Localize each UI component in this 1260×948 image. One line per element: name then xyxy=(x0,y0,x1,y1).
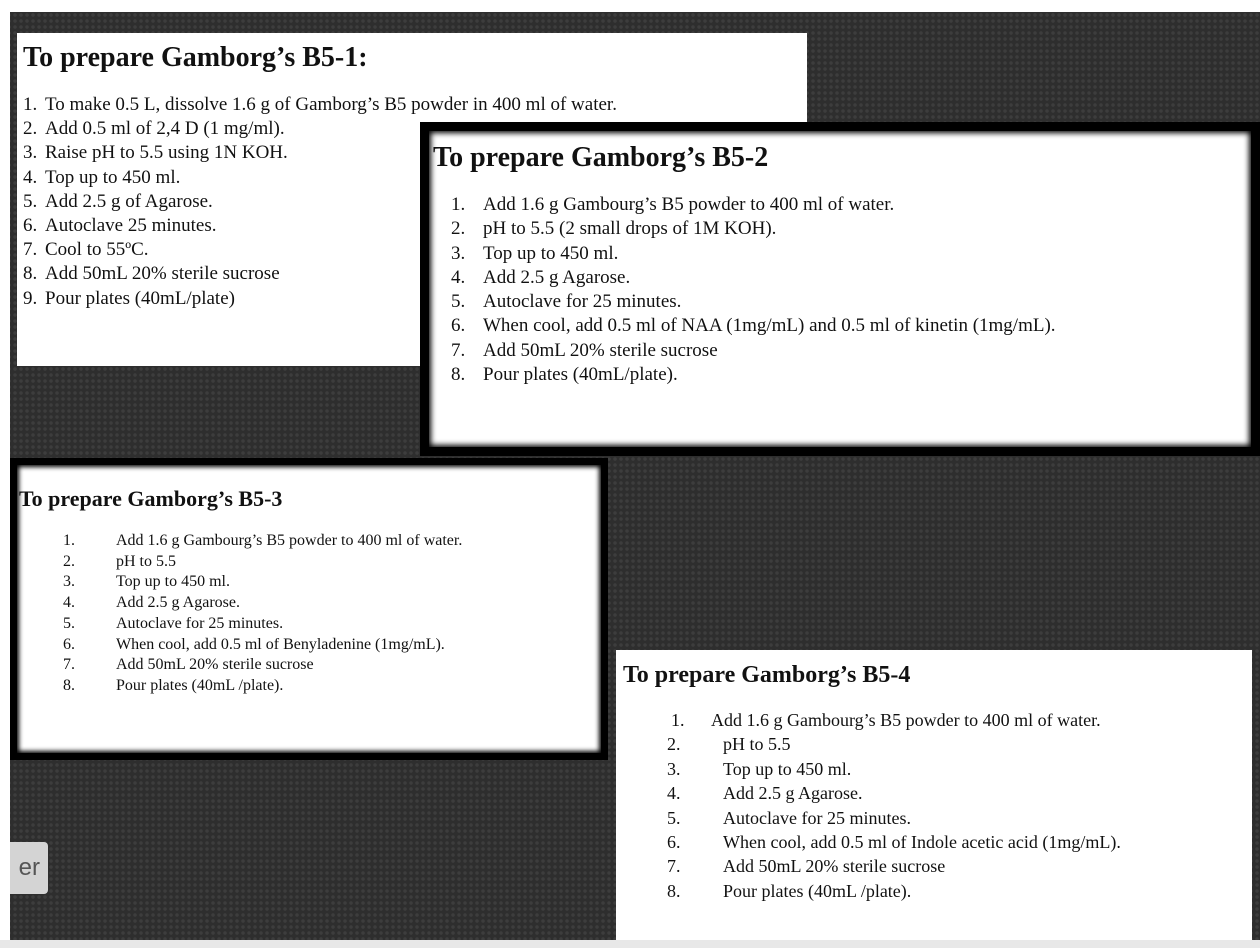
step-text: Add 2.5 g Agarose. xyxy=(116,594,240,612)
recipe-step xyxy=(667,757,1252,781)
step-number: 1. xyxy=(63,532,75,549)
step-text: Cool to 55ºC. xyxy=(45,239,149,261)
recipe-step xyxy=(667,879,1252,903)
step-number: 7. xyxy=(451,339,466,361)
step-text: Add 50mL 20% sterile sucrose xyxy=(483,339,718,361)
recipe-step xyxy=(451,193,1251,217)
step-number: 5. xyxy=(451,291,466,313)
recipe-step xyxy=(63,655,601,676)
step-number: 2. xyxy=(667,734,681,755)
step-number: 8. xyxy=(667,880,681,901)
recipe-step xyxy=(451,266,1251,290)
step-text: Pour plates (40mL /plate). xyxy=(723,880,912,901)
recipe-steps xyxy=(623,708,1252,903)
step-number: 2. xyxy=(23,118,38,140)
step-text: Add 2.5 g Agarose. xyxy=(483,266,631,288)
step-text: Add 50mL 20% sterile sucrose xyxy=(45,263,280,285)
recipe-step xyxy=(63,593,601,614)
step-number: 8. xyxy=(63,676,75,694)
step-number: 7. xyxy=(667,856,681,877)
step-text: Pour plates (40mL /plate). xyxy=(116,676,284,694)
recipe-title: To prepare Gamborg’s B5-1: xyxy=(23,42,368,73)
step-number: 5. xyxy=(667,807,681,828)
recipe-steps xyxy=(433,193,1251,387)
step-text: Add 50mL 20% sterile sucrose xyxy=(116,656,314,674)
step-text: To make 0.5 L, dissolve 1.6 g of Gamborg’s B5 powder in 400 ml of water. xyxy=(45,94,617,115)
recipe-step xyxy=(667,781,1252,805)
step-text: Pour plates (40mL/plate) xyxy=(45,287,235,309)
step-number: 8. xyxy=(451,364,466,386)
step-text: Top up to 450 ml. xyxy=(116,573,230,591)
step-number: 4. xyxy=(451,266,466,288)
recipe-step xyxy=(23,93,807,117)
recipe-step xyxy=(63,676,601,697)
step-number: 3. xyxy=(451,242,466,264)
recipe-step xyxy=(63,531,601,552)
recipe-step xyxy=(667,732,1252,756)
step-number: 2. xyxy=(63,552,75,570)
step-text: Top up to 450 ml. xyxy=(723,758,852,779)
step-text: pH to 5.5 xyxy=(723,734,791,755)
recipe-step xyxy=(63,635,601,656)
left-edge-strip xyxy=(0,0,10,948)
step-number: 3. xyxy=(23,142,38,164)
step-number: 1. xyxy=(671,710,685,730)
recipe-title: To prepare Gamborg’s B5-3 xyxy=(19,486,283,511)
step-number: 6. xyxy=(451,315,466,337)
recipe-step xyxy=(667,806,1252,830)
step-text: Add 2.5 g of Agarose. xyxy=(45,190,213,212)
step-number: 5. xyxy=(63,614,75,632)
step-text: Add 0.5 ml of 2,4 D (1 mg/ml). xyxy=(45,118,285,140)
step-number: 1. xyxy=(451,194,466,215)
step-text: Add 2.5 g Agarose. xyxy=(723,783,863,804)
step-text: Autoclave for 25 minutes. xyxy=(483,291,682,313)
recipe-step xyxy=(63,614,601,635)
step-text: Raise pH to 5.5 using 1N KOH. xyxy=(45,142,288,164)
recipe-title: To prepare Gamborg’s B5-2 xyxy=(433,142,769,173)
recipe-step xyxy=(667,854,1252,878)
recipe-step xyxy=(451,242,1251,266)
step-number: 7. xyxy=(23,239,38,261)
step-number: 4. xyxy=(63,594,75,612)
step-text: Add 1.6 g Gambourg’s B5 powder to 400 ml of water. xyxy=(116,532,463,549)
recipe-step xyxy=(451,290,1251,314)
recipe-step xyxy=(451,314,1251,338)
step-text: Top up to 450 ml. xyxy=(45,166,181,188)
step-text: Autoclave 25 minutes. xyxy=(45,215,217,237)
recipe-step xyxy=(63,552,601,573)
top-edge-strip xyxy=(0,0,1260,12)
step-number: 4. xyxy=(23,166,38,188)
step-text: Autoclave for 25 minutes. xyxy=(116,614,284,632)
recipe-card-b5-3 xyxy=(10,458,608,760)
step-number: 7. xyxy=(63,656,75,674)
step-text: When cool, add 0.5 ml of Benyladenine (1mg/mL). xyxy=(116,635,445,653)
step-number: 9. xyxy=(23,287,38,309)
step-text: Add 1.6 g Gambourg’s B5 powder to 400 ml of water. xyxy=(711,710,1101,730)
step-number: 4. xyxy=(667,783,681,804)
step-text: When cool, add 0.5 ml of NAA (1mg/mL) and 0.5 ml of kinetin (1mg/mL). xyxy=(483,315,1056,337)
step-number: 5. xyxy=(23,190,38,212)
step-text: Top up to 450 ml. xyxy=(483,242,619,264)
recipe-step xyxy=(667,708,1252,732)
step-text: Add 1.6 g Gambourg’s B5 powder to 400 ml of water. xyxy=(483,194,895,215)
bottom-edge-strip xyxy=(0,940,1260,948)
recipe-step xyxy=(451,363,1251,387)
step-number: 8. xyxy=(23,263,38,285)
recipe-card-b5-2 xyxy=(420,122,1260,456)
step-text: Pour plates (40mL/plate). xyxy=(483,364,678,386)
step-text: Autoclave for 25 minutes. xyxy=(723,807,911,828)
partial-button[interactable]: er xyxy=(10,842,48,894)
step-number: 6. xyxy=(667,832,681,853)
recipe-step xyxy=(667,830,1252,854)
recipe-step xyxy=(451,217,1251,241)
step-number: 2. xyxy=(451,218,466,240)
step-number: 6. xyxy=(63,635,75,653)
step-text: Add 50mL 20% sterile sucrose xyxy=(723,856,946,877)
recipe-card-b5-4 xyxy=(616,650,1252,940)
step-text: pH to 5.5 (2 small drops of 1M KOH). xyxy=(483,218,777,240)
recipe-step xyxy=(63,572,601,593)
recipe-title: To prepare Gamborg’s B5-4 xyxy=(623,662,911,688)
step-number: 3. xyxy=(63,573,75,591)
step-number: 6. xyxy=(23,215,38,237)
step-number: 3. xyxy=(667,758,681,779)
recipe-steps xyxy=(19,531,601,697)
step-text: When cool, add 0.5 ml of Indole acetic acid (1mg/mL). xyxy=(723,832,1121,853)
step-number: 1. xyxy=(23,94,38,115)
recipe-step xyxy=(451,339,1251,363)
step-text: pH to 5.5 xyxy=(116,552,176,570)
